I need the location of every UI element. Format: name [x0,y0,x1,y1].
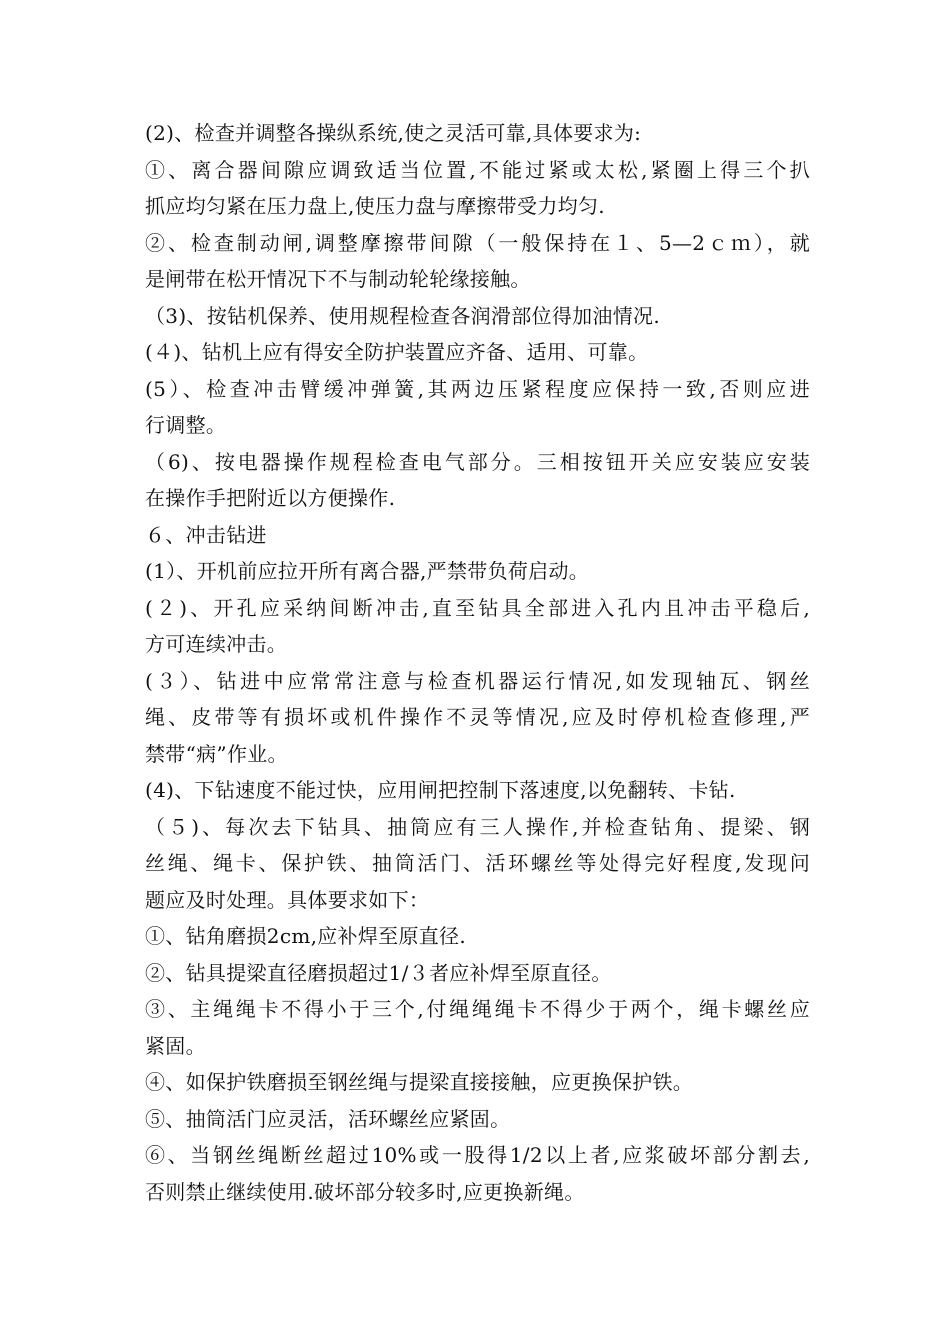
text-line: ②、钻具提梁直径磨损超过1/３者应补焊至原直径。 [145,960,612,985]
section-heading: ６、冲击钻进 [145,522,267,547]
text-line: 方可连续冲击。 [145,632,288,656]
text-line: ④、如保护铁磨损至钢丝绳与提梁直接接触，应更换保护铁。 [145,1070,694,1094]
text-line: （3)、按钻机保养、使用规程检查各润滑部位得加油情况. [145,303,660,328]
text-line: (5）、检查冲击臂缓冲弹簧,其两边压紧程度应保持一致,否则应进 [145,376,810,401]
text-line: 丝绳、绳卡、保护铁、抽筒活门、活环螺丝等处得完好程度,发现问 [145,851,810,875]
text-line: ①、钻角磨损2cm,应补焊至原直径. [145,924,467,948]
text-line: 绳、皮带等有损坏或机件操作不灵等情况,应及时停机检查修理,严 [145,705,810,729]
text-line: (３）、钻进中应常常注意与检查机器运行情况,如发现轴瓦、钢丝 [145,668,810,693]
text-line: 紧固。 [145,1033,206,1058]
text-line: (1）、开机前应拉开所有离合器,严禁带负荷启动。 [145,559,590,583]
text-line: 禁带“病”作业。 [145,741,288,766]
text-line: 在操作手把附近以方便操作. [145,486,396,510]
text-line: 行调整。 [145,413,227,437]
text-line: （５)、每次去下钻具、抽筒应有三人操作,并检查钻角、提梁、钢 [145,814,810,839]
text-line: (４)、钻机上应有得安全防护装置应齐备、适用、可靠。 [145,340,649,364]
text-line: ⑤、抽筒活门应灵活，活环螺丝应紧固。 [145,1106,511,1131]
text-line: ⑥、当钢丝绳断丝超过10%或一股得1/2以上者,应浆破坏部分割去, [145,1143,810,1167]
document-body [145,115,810,1210]
text-line: 抓应均匀紧在压力盘上,使压力盘与摩擦带受力均匀. [145,194,605,218]
text-line: 否则禁止继续使用.破坏部分较多时,应更换新绳。 [145,1179,585,1204]
text-line: 题应及时处理。具体要求如下： [145,887,430,912]
text-line: （6)、按电器操作规程检查电气部分。三相按钮开关应安装应安装 [145,449,810,474]
text-line: (2)、检查并调整各操纵系统,使之灵活可靠,具体要求为: [145,121,642,145]
text-line: 是闸带在松开情况下不与制动轮轮缘接触。 [145,267,531,291]
text-line: (２)、开孔应采纳间断冲击,直至钻具全部进入孔内且冲击平稳后, [145,595,810,620]
text-line: (4)、下钻速度不能过快，应用闸把控制下落速度,以免翻转、卡钻. [145,778,736,802]
text-line: ②、检查制动闸,调整摩擦带间隙（一般保持在１、5—2ｃｍ），就 [145,230,810,255]
text-line: ①、离合器间隙应调致适当位置,不能过紧或太松,紧圈上得三个扒 [145,157,810,182]
text-line: ③、主绳绳卡不得小于三个,付绳绳绳卡不得少于两个，绳卡螺丝应 [145,997,810,1021]
